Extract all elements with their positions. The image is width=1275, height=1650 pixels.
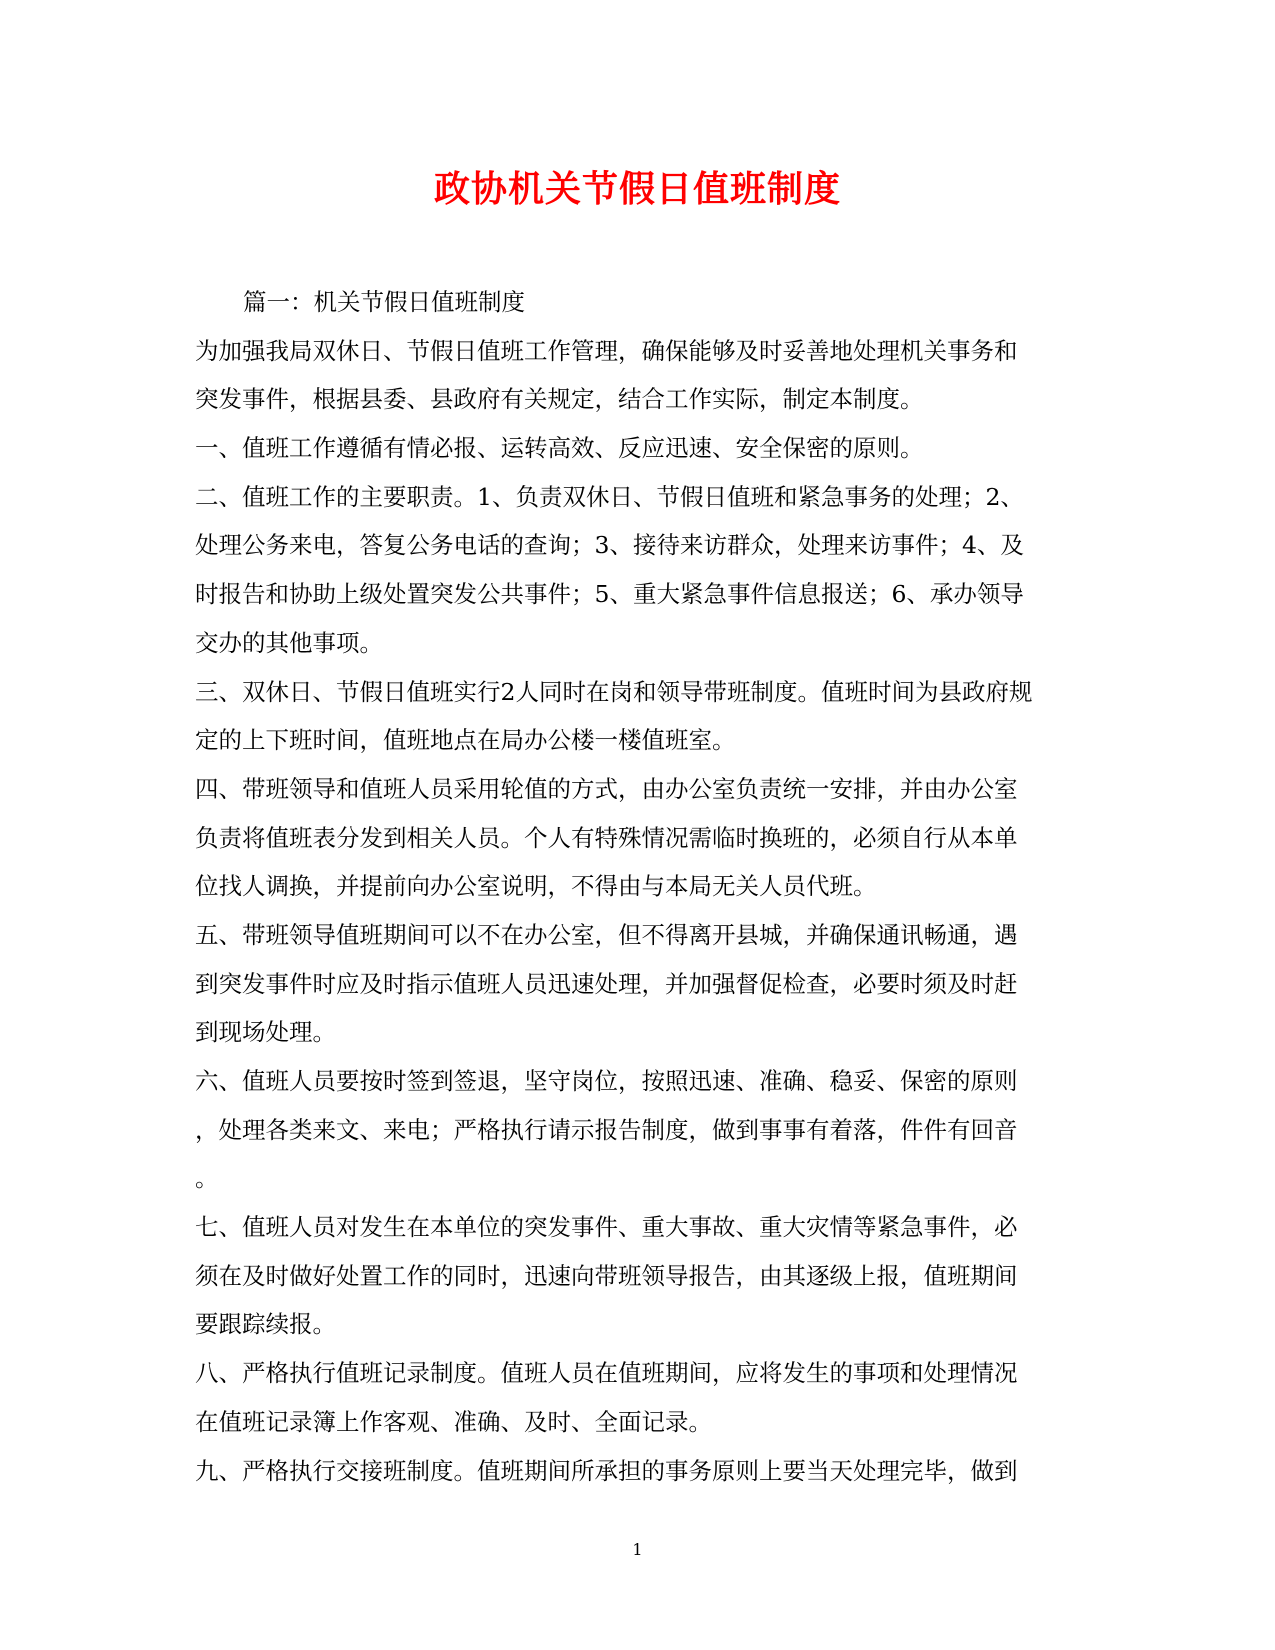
- body-line: 七、值班人员对发生在本单位的突发事件、重大事故、重大灾情等紧急事件，必: [195, 1213, 1018, 1242]
- body-line: 时报告和协助上级处置突发公共事件；5、重大紧急事件信息报送；6、承办领导: [195, 580, 1024, 609]
- document-body: [195, 278, 1085, 1495]
- body-line: 九、严格执行交接班制度。值班期间所承担的事务原则上要当天处理完毕，做到: [195, 1456, 1018, 1485]
- body-line: 处理公务来电，答复公务电话的查询；3、接待来访群众，处理来访事件；4、及: [195, 531, 1024, 560]
- body-line: 位找人调换，并提前向办公室说明，不得由与本局无关人员代班。: [195, 872, 877, 901]
- body-line: 。: [195, 1164, 219, 1193]
- body-line: 要跟踪续报。: [195, 1310, 336, 1339]
- body-line: 突发事件，根据县委、县政府有关规定，结合工作实际，制定本制度。: [195, 385, 924, 414]
- body-line: 为加强我局双休日、节假日值班工作管理，确保能够及时妥善地处理机关事务和: [195, 336, 1018, 365]
- section-heading: 篇一：机关节假日值班制度: [243, 288, 525, 316]
- body-line: 三、双休日、节假日值班实行2人同时在岗和领导带班制度。值班时间为县政府规: [195, 677, 1033, 706]
- body-line: ，处理各类来文、来电；严格执行请示报告制度，做到事事有着落，件件有回音: [195, 1115, 1018, 1144]
- body-line: 四、带班领导和值班人员采用轮值的方式，由办公室负责统一安排，并由办公室: [195, 774, 1018, 803]
- body-line: 负责将值班表分发到相关人员。个人有特殊情况需临时换班的，必须自行从本单: [195, 823, 1018, 852]
- body-line: 五、带班领导值班期间可以不在办公室，但不得离开县城，并确保通讯畅通，遇: [195, 920, 1018, 949]
- body-line: 二、值班工作的主要职责。1、负责双休日、节假日值班和紧急事务的处理；2、: [195, 482, 1024, 511]
- body-line: 一、值班工作遵循有情必报、运转高效、反应迅速、安全保密的原则。: [195, 434, 924, 463]
- body-line: 须在及时做好处置工作的同时，迅速向带班领导报告，由其逐级上报，值班期间: [195, 1261, 1018, 1290]
- body-line: 在值班记录簿上作客观、准确、及时、全面记录。: [195, 1407, 712, 1436]
- document-title: 政协机关节假日值班制度: [433, 168, 841, 210]
- body-line: 到现场处理。: [195, 1018, 336, 1047]
- body-line: 八、严格执行值班记录制度。值班人员在值班期间，应将发生的事项和处理情况: [195, 1359, 1018, 1388]
- body-line: 到突发事件时应及时指示值班人员迅速处理，并加强督促检查，必要时须及时赶: [195, 969, 1018, 998]
- body-line: 定的上下班时间，值班地点在局办公楼一楼值班室。: [195, 726, 736, 755]
- body-line: 交办的其他事项。: [195, 628, 383, 657]
- page-number: 1: [632, 1540, 643, 1559]
- body-line: 六、值班人员要按时签到签退，坚守岗位，按照迅速、准确、稳妥、保密的原则: [195, 1067, 1018, 1095]
